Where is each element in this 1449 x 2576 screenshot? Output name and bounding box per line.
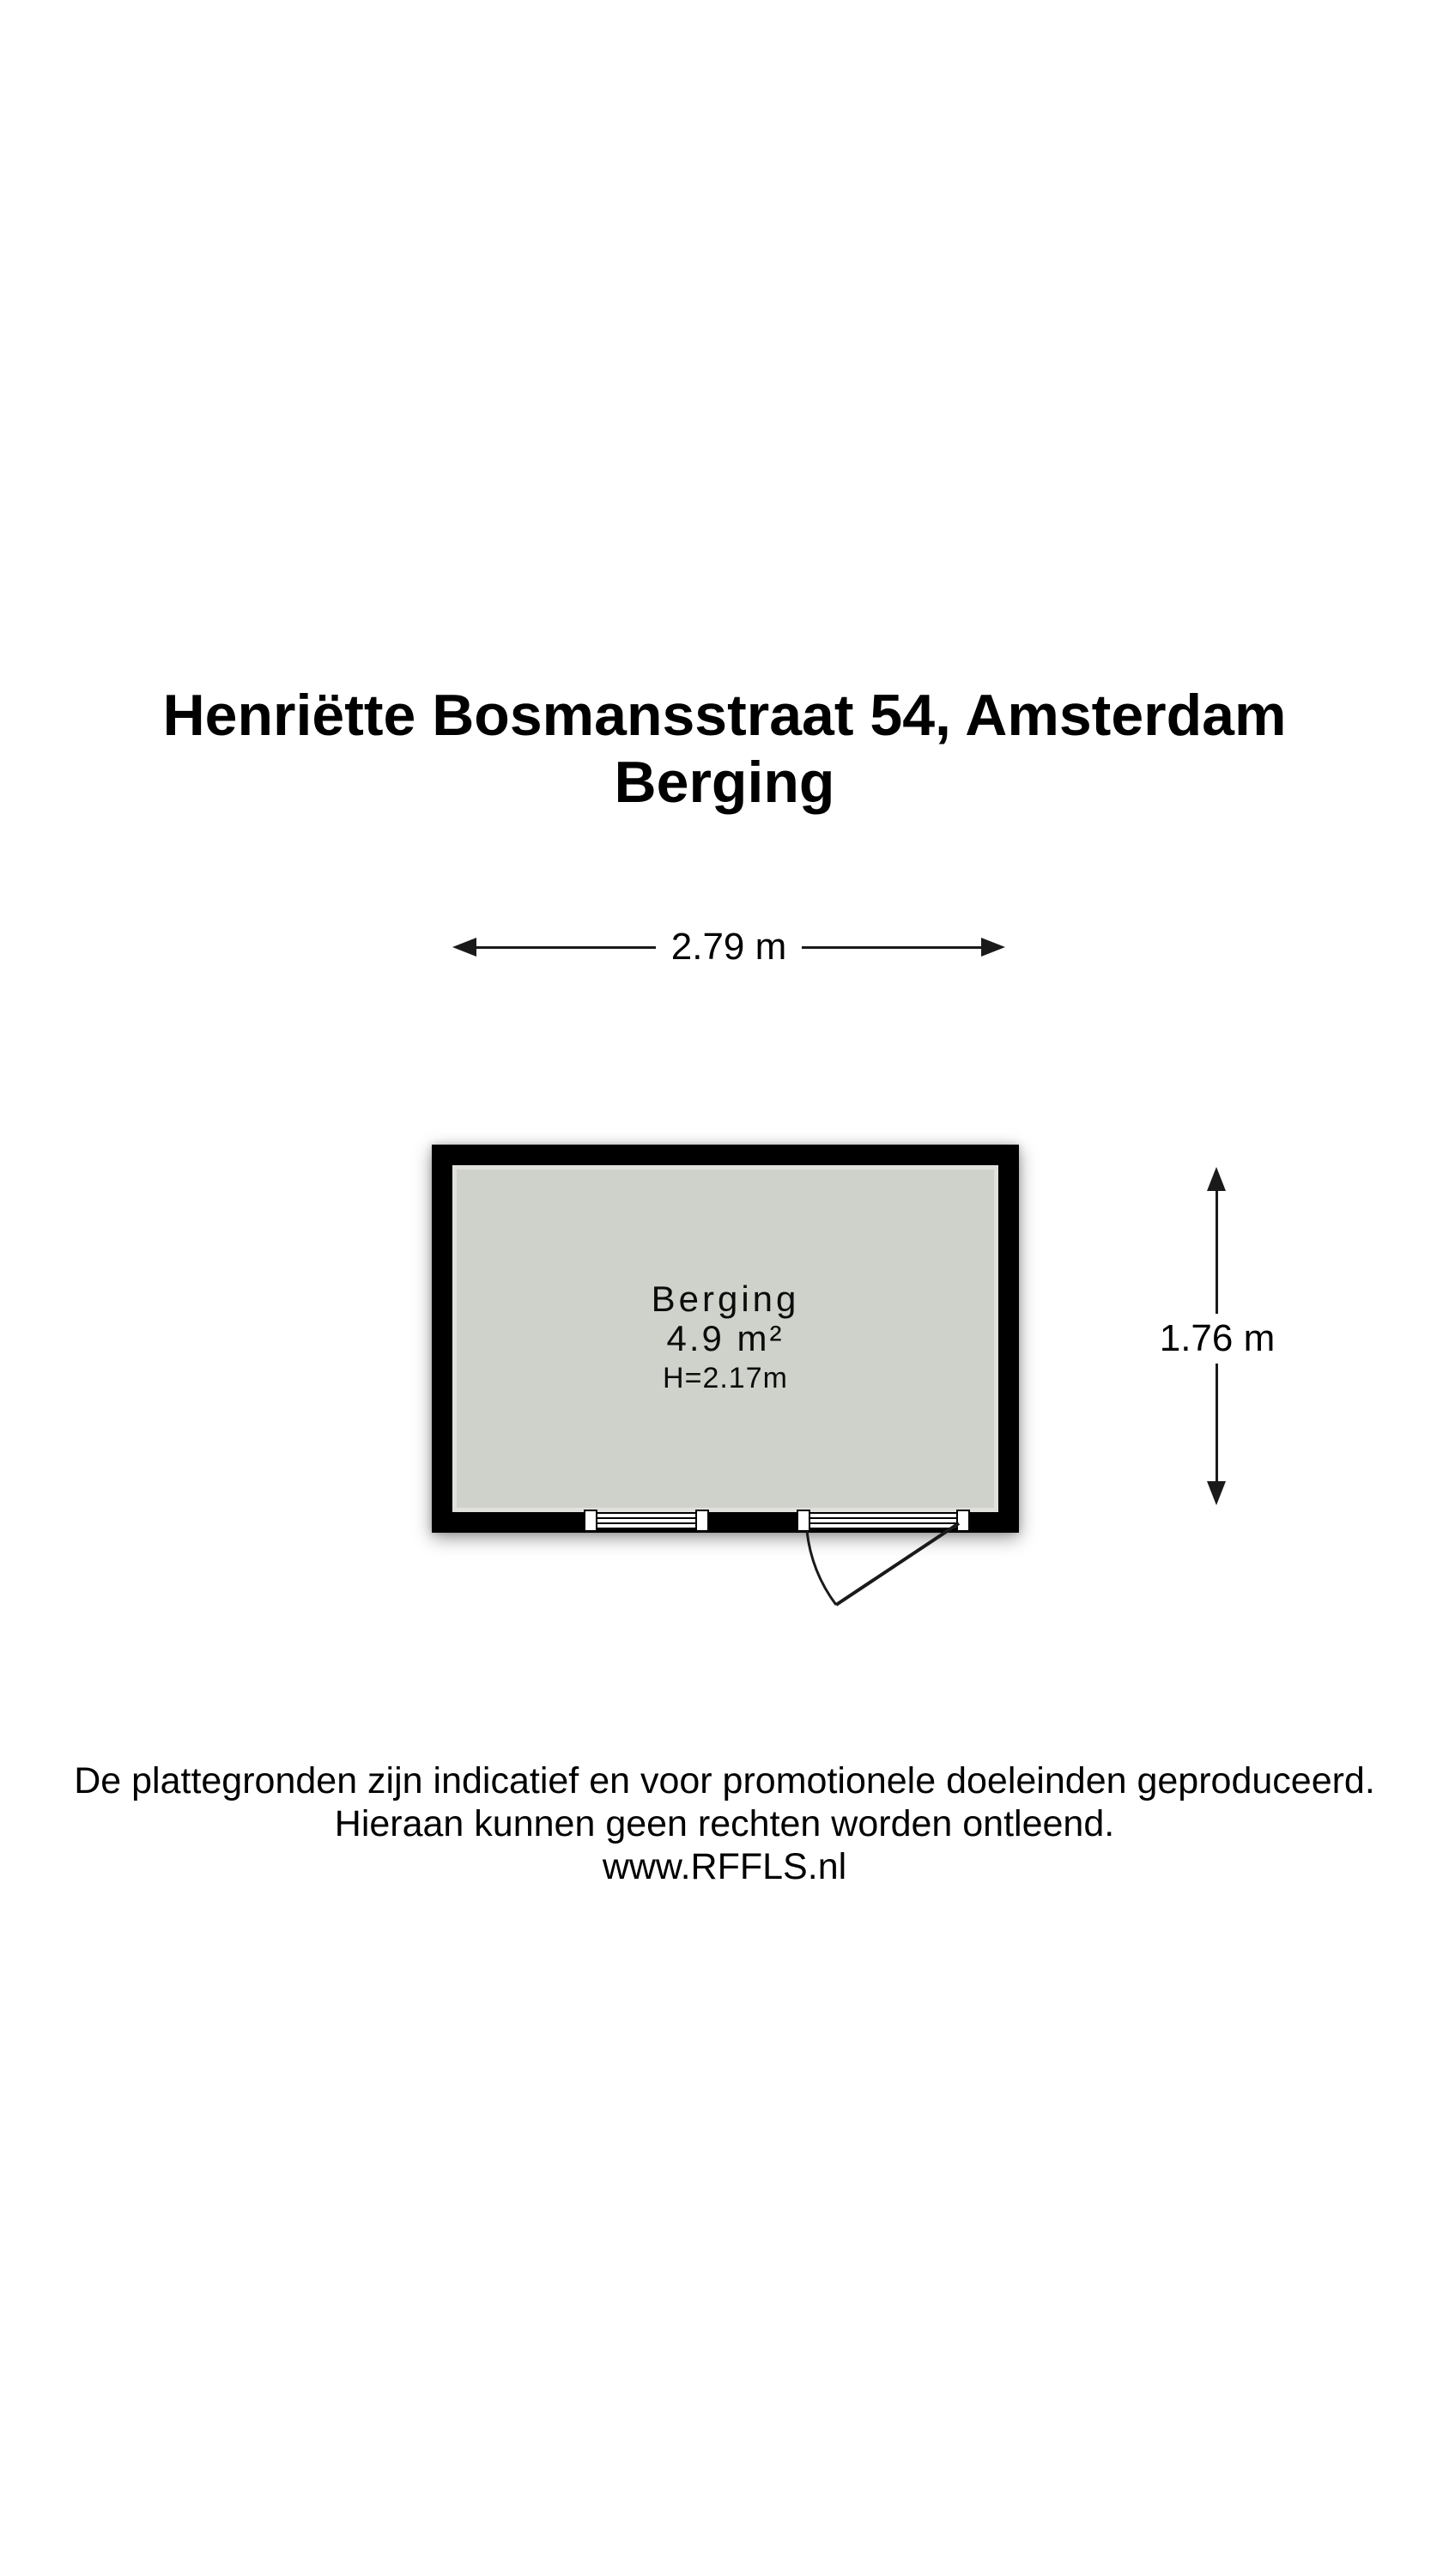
height-dimension-label: 1.76 m bbox=[1137, 1314, 1297, 1364]
room-berging-floor bbox=[452, 1165, 998, 1512]
dimension-line bbox=[802, 946, 981, 949]
dimension-line bbox=[476, 946, 656, 949]
door-frame-post bbox=[956, 1510, 970, 1532]
width-dimension bbox=[452, 928, 1005, 966]
disclaimer-line: De plattegronden zijn indicatief en voor promotionele doeleinden geproduceerd. bbox=[74, 1760, 1375, 1801]
disclaimer bbox=[0, 1759, 1449, 1888]
door-icon bbox=[797, 1510, 970, 1532]
width-dimension-label: 2.79 m bbox=[670, 926, 787, 968]
arrowhead-right-icon bbox=[981, 938, 1005, 957]
window-icon bbox=[584, 1510, 709, 1532]
floor-plan bbox=[432, 1145, 1019, 1533]
door-frame-post bbox=[797, 1510, 810, 1532]
room-label bbox=[652, 1279, 800, 1398]
room-ceiling-height: H=2.17m bbox=[663, 1362, 788, 1394]
disclaimer-url: www.RFFLS.nl bbox=[602, 1846, 847, 1887]
arrowhead-down-icon bbox=[1207, 1481, 1226, 1505]
page-title bbox=[0, 682, 1449, 816]
arrowhead-up-icon bbox=[1207, 1167, 1226, 1191]
window-frame-post bbox=[584, 1510, 597, 1532]
page-title-address: Henriëtte Bosmansstraat 54, Amsterdam bbox=[162, 683, 1287, 748]
window-glass bbox=[597, 1512, 695, 1529]
page-title-room: Berging bbox=[614, 750, 835, 815]
room-area: 4.9 m² bbox=[666, 1318, 785, 1358]
door-glass bbox=[810, 1512, 956, 1529]
disclaimer-line: Hieraan kunnen geen rechten worden ontleend. bbox=[334, 1803, 1115, 1844]
room-name: Berging bbox=[651, 1279, 800, 1319]
window-frame-post bbox=[695, 1510, 709, 1532]
arrowhead-left-icon bbox=[452, 938, 476, 957]
